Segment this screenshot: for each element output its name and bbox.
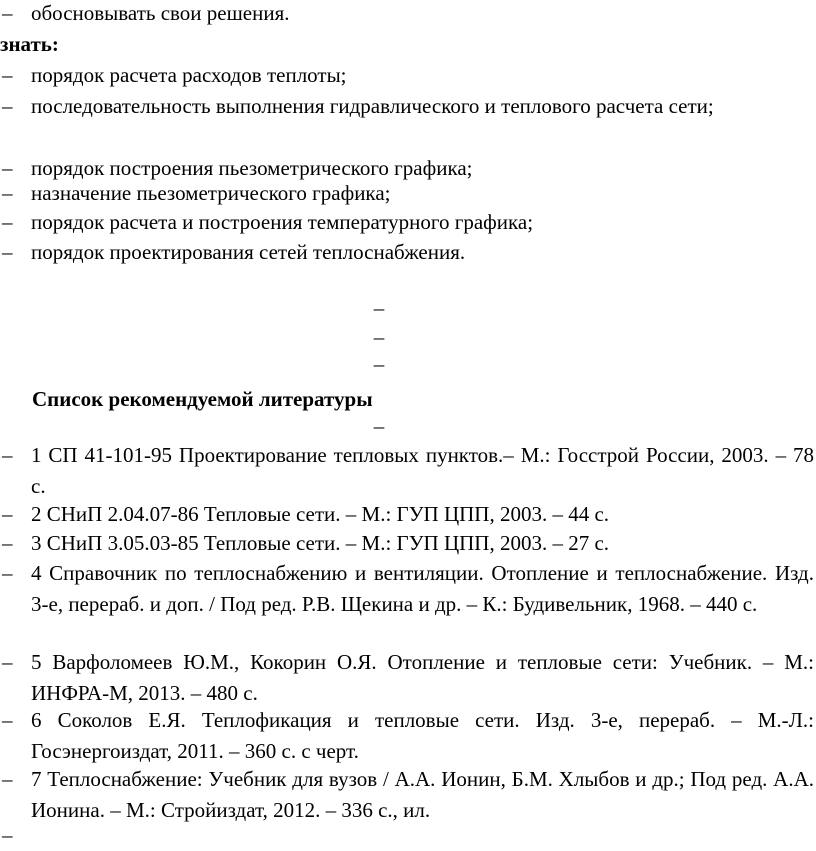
literature-item-text: 7 Теплоснабжение: Учебник для вузов / А.А. Ионин, Б.М. Хлыбов и др.; Под ред. А.А. Ионина. – М.: Стройиздат, 2012. – 336 с., ил. xyxy=(31,767,814,822)
bullet-dash: – xyxy=(2,531,13,555)
know-item-text: назначение пьезометрического графика; xyxy=(31,181,391,205)
literature-item xyxy=(0,499,814,530)
literature-item xyxy=(0,705,814,767)
trailing-dash: – xyxy=(2,823,13,847)
bullet-dash: – xyxy=(2,94,13,118)
know-item-text: порядок построения пьезометрического графика; xyxy=(31,156,473,180)
bullet-dash: – xyxy=(2,708,13,732)
bullet-dash: – xyxy=(2,240,13,264)
skill-item-text: обосновывать свои решения. xyxy=(31,1,290,25)
skill-item-last xyxy=(0,0,814,29)
separator-dash: – xyxy=(373,325,385,349)
literature-item-text: 4 Справочник по теплоснабжению и вентиляции. Отопление и теплоснабжение. Изд. 3-е, перераб. и доп. / Под ред. Р.В. Щекина и др. – К.: Будивельник, 1968. – 440 с. xyxy=(31,561,814,616)
literature-item xyxy=(0,647,814,709)
bullet-dash: – xyxy=(2,561,13,585)
bullet-dash: – xyxy=(2,767,13,791)
literature-title: Список рекомендуемой литературы xyxy=(32,387,373,411)
know-item xyxy=(0,207,814,238)
know-item-text: последовательность выполнения гидравлического и теплового расчета сети; xyxy=(31,94,714,118)
know-item xyxy=(0,91,814,122)
bullet-dash: – xyxy=(2,181,13,205)
know-item xyxy=(0,178,814,209)
bullet-dash: – xyxy=(2,63,13,87)
literature-item-text: 5 Варфоломеев Ю.М., Кокорин О.Я. Отопление и тепловые сети: Учебник. – М.: ИНФРА-М, 2013. – 480 с. xyxy=(31,650,814,705)
literature-item-text: 3 СНиП 3.05.03-85 Тепловые сети. – М.: ГУП ЦПП, 2003. – 27 с. xyxy=(31,531,610,555)
literature-item-text: 1 СП 41-101-95 Проектирование тепловых пунктов.– М.: Госстрой России, 2003. – 78 с. xyxy=(31,443,814,498)
bullet-dash: – xyxy=(2,156,13,180)
know-item xyxy=(0,237,814,268)
literature-item xyxy=(0,528,814,559)
bullet-dash: – xyxy=(2,1,13,25)
literature-item xyxy=(0,764,814,826)
separator-dash: – xyxy=(373,414,385,438)
bullet-dash: – xyxy=(2,650,13,674)
know-item-text: порядок проектирования сетей теплоснабжения. xyxy=(31,240,466,264)
literature-item xyxy=(0,440,814,502)
know-item xyxy=(0,60,814,91)
bullet-dash: – xyxy=(2,443,13,467)
bullet-dash: – xyxy=(2,210,13,234)
literature-item xyxy=(0,558,814,620)
bullet-dash: – xyxy=(2,502,13,526)
separator-dash: – xyxy=(373,296,385,320)
know-item-text: порядок расчета расходов теплоты; xyxy=(31,63,347,87)
know-item-text: порядок расчета и построения температурного графика; xyxy=(31,210,534,234)
know-heading: знать: xyxy=(0,32,59,56)
separator-dash: – xyxy=(373,352,385,376)
literature-item-text: 2 СНиП 2.04.07-86 Тепловые сети. – М.: ГУП ЦПП, 2003. – 44 с. xyxy=(31,502,610,526)
literature-item-text: 6 Соколов Е.Я. Теплофикация и тепловые сети. Изд. 3-е, перераб. – М.-Л.: Госэнергоиздат, 2011. – 360 с. с черт. xyxy=(31,708,814,763)
